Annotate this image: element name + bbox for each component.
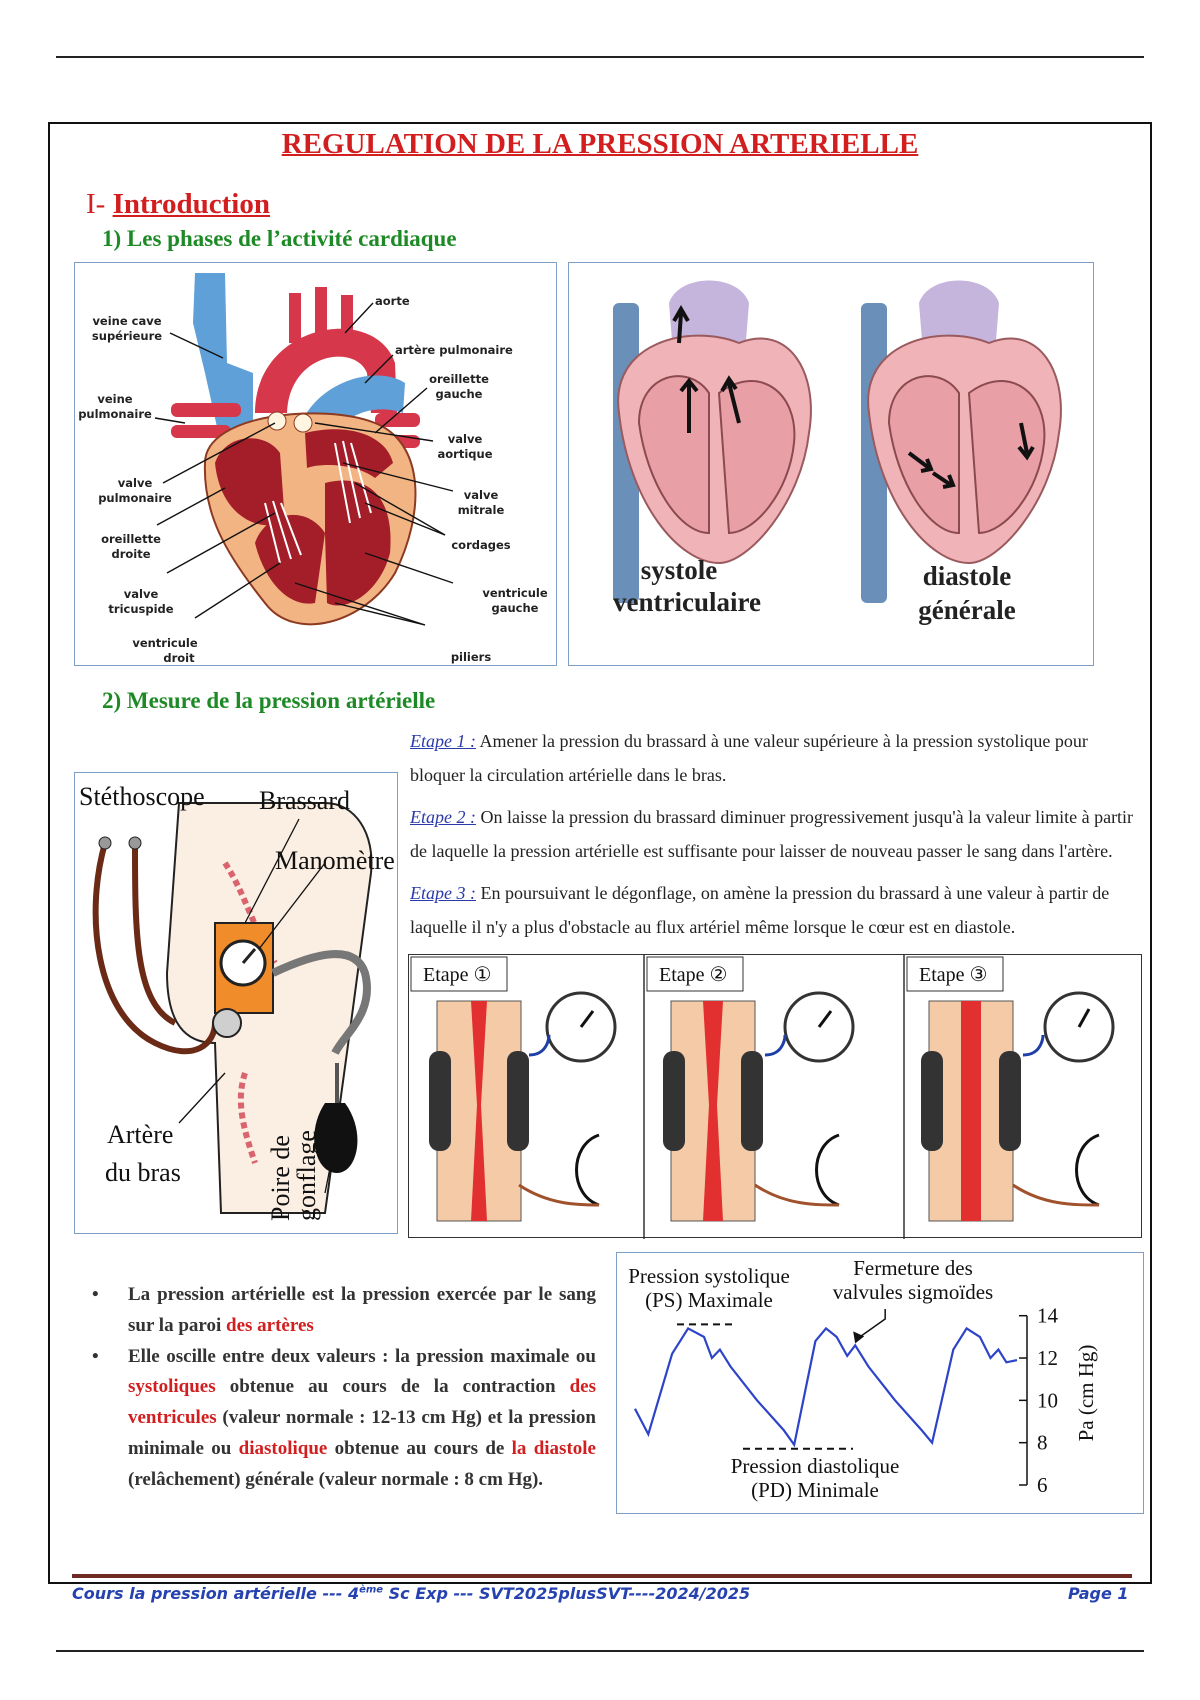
y-tick-label: 12: [1037, 1346, 1058, 1371]
heart-svg: [75, 263, 558, 667]
pressure-chart: [616, 1252, 1144, 1514]
label-stethoscope: Stéthoscope: [79, 782, 205, 811]
label-valve-pulmonaire-2: pulmonaire: [98, 491, 172, 505]
label-du-bras: du bras: [105, 1158, 181, 1187]
step-panels-svg: [409, 955, 1143, 1239]
label-valve-mitrale-2: mitrale: [457, 503, 505, 517]
label-systole: systole: [640, 555, 718, 585]
step-panel-2: [647, 957, 853, 1221]
top-rule: [56, 56, 1144, 58]
label-oreillette-gauche-2: gauche: [435, 387, 483, 401]
section-heading-1: [86, 188, 270, 221]
diastole-heart: [861, 281, 1061, 604]
label-veine-pulmonaire-2: pulmonaire: [78, 407, 152, 421]
label-aorte: aorte: [375, 294, 410, 308]
label-manometre: Manomètre: [275, 846, 395, 875]
label-valve-tricuspide-2: tricuspide: [108, 602, 174, 616]
y-tick-label: 6: [1037, 1473, 1048, 1497]
page-title: REGULATION DE LA PRESSION ARTERIELLE: [281, 128, 919, 160]
label-veine-cave-2: supérieure: [91, 329, 163, 343]
bullet-list: [92, 1280, 596, 1496]
footer-page-number: Page 1: [1068, 1584, 1129, 1603]
annotation-fermeture: Fermeture des: [853, 1256, 973, 1280]
label-valve-pulmonaire: valve: [117, 476, 153, 490]
chart-ylabel: Pa (cm Hg): [1074, 1344, 1098, 1442]
annotation-ps: Pression systolique: [628, 1264, 790, 1288]
annotation-fermeture-2: valvules sigmoïdes: [832, 1280, 994, 1304]
label-brassard: Brassard: [259, 786, 350, 815]
label-ventricule-gauche: ventricule: [482, 586, 548, 600]
annotation-pd-2: (PD) Minimale: [751, 1478, 879, 1502]
label-valve-mitrale: valve: [463, 488, 499, 502]
label-veine-cave: veine cave: [92, 314, 162, 328]
step-panel-1: [411, 957, 615, 1221]
label-systole-2: ventriculaire: [613, 587, 761, 617]
step-panels: [408, 954, 1142, 1238]
etapes-text: [410, 724, 1146, 952]
label-gonflage: gonflage: [292, 1130, 321, 1221]
label-diastole-2: générale: [918, 595, 1016, 625]
label-ventricule-droit-2: droit: [163, 651, 195, 665]
etape-2-text: Etape 2 : On laisse la pression du brassard diminuer progressivement jusqu'à la valeur limite à partir de laquelle la pression artérielle est suffisante pour laisser de nouveau passer le sang dans l'artère.: [410, 807, 1134, 861]
label-oreillette-droite: oreillette: [101, 532, 161, 546]
label-artere: Artère: [107, 1120, 174, 1149]
label-valve-aortique: valve: [447, 432, 483, 446]
label-cordages: cordages: [451, 538, 511, 552]
section-title: Introduction: [112, 188, 270, 220]
y-tick-label: 14: [1037, 1303, 1058, 1328]
label-veine-pulmonaire: veine: [97, 392, 133, 406]
notch-arrowhead: [853, 1331, 864, 1343]
cardiac-cycle-diagram: [568, 262, 1094, 666]
label-oreillette-droite-2: droite: [111, 547, 151, 561]
label-artere-pulmonaire: artère pulmonaire: [395, 343, 513, 357]
stethoscope-svg: [75, 773, 399, 1235]
y-tick-label: 10: [1037, 1388, 1058, 1413]
notch-arrow: [859, 1309, 885, 1337]
step-panel-2-label: Etape ②: [659, 964, 728, 986]
annotation-ps-2: (PS) Maximale: [645, 1288, 773, 1312]
y-tick-label: 8: [1037, 1430, 1048, 1455]
etape-3-text: Etape 3 : En poursuivant le dégonflage, on amène la pression du brassard à une valeur à partir de laquelle il n'y a plus d'obstacle au flux artériel même lorsque le cœur est en diastole.: [410, 883, 1110, 937]
label-piliers: piliers: [450, 650, 492, 664]
bullet-item-1: • La pression artérielle est la pression exercée par le sang sur la paroi des artères: [92, 1284, 596, 1336]
annotation-pd: Pression diastolique: [730, 1454, 900, 1478]
label-diastole: diastole: [922, 561, 1012, 591]
subsection-heading-2: 2) Mesure de la pression artérielle: [102, 688, 436, 713]
subsection-heading-1: 1) Les phases de l’activité cardiaque: [102, 226, 457, 251]
cardiac-cycle-svg: [569, 263, 1095, 667]
section-number: I-: [86, 188, 106, 220]
step-panel-1-label: Etape ①: [423, 964, 492, 986]
label-ventricule-droit: ventricule: [132, 636, 198, 650]
step-panel-3-label: Etape ③: [919, 964, 988, 986]
footer-rule: [72, 1574, 1132, 1578]
bottom-rule: [56, 1650, 1144, 1652]
label-poire: Poire de: [266, 1135, 295, 1221]
stethoscope-diagram: [74, 772, 398, 1234]
label-oreillette-gauche: oreillette: [429, 372, 489, 386]
label-valve-aortique-2: aortique: [437, 447, 493, 461]
step-panel-3: [907, 957, 1113, 1221]
bullet-item-2: • Elle oscille entre deux valeurs : la pression maximale ou systoliques obtenue au cours de la contraction des ventricules (valeur normale : 12-13 cm Hg) et la pression minimale ou diastolique obtenue au cours de la diastole (relâchement) générale (valeur normale : 8 cm Hg).: [92, 1345, 596, 1490]
footer-course-info: Cours la pression artérielle --- 4ème Sc Exp --- SVT2025plusSVT----2024/2025: [72, 1584, 751, 1603]
pressure-chart-svg: [617, 1253, 1145, 1515]
label-valve-tricuspide: valve: [123, 587, 159, 601]
pressure-series-line: [635, 1328, 1017, 1444]
heart-anatomy-diagram: [74, 262, 557, 666]
etape-1-text: Etape 1 : Amener la pression du brassard à une valeur supérieure à la pression systolique pour bloquer la circulation artérielle dans le bras.: [410, 731, 1088, 785]
label-ventricule-gauche-2: gauche: [491, 601, 539, 615]
